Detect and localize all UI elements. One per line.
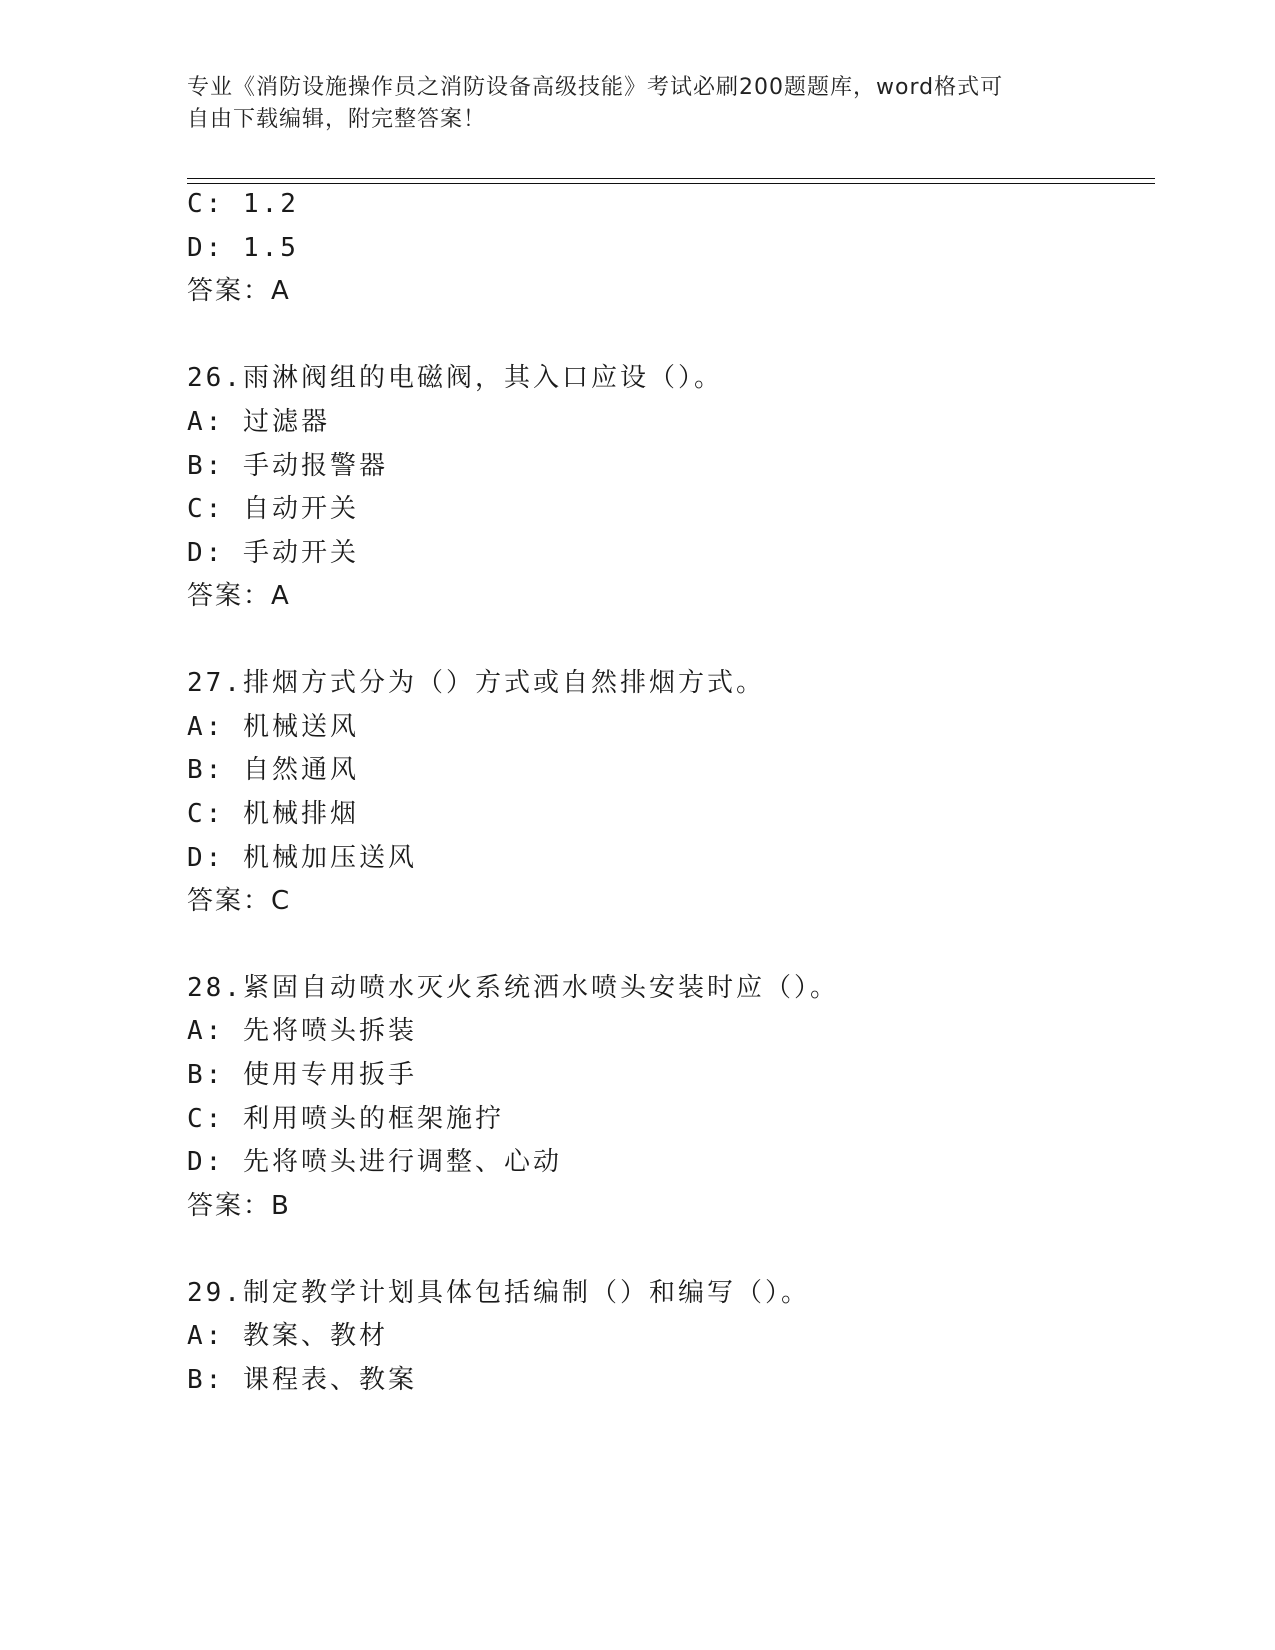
option-b: B: 手动报警器 <box>187 451 388 481</box>
option-a: A: 先将喷头拆装 <box>187 1016 417 1046</box>
option-b: B: 自然通风 <box>187 755 359 785</box>
header-divider-top <box>187 178 1155 179</box>
option-c: C: 机械排烟 <box>187 799 359 829</box>
option-c: C: 利用喷头的框架施拧 <box>187 1104 504 1134</box>
question-stem: 29.制定教学计划具体包括编制（）和编写（）。 <box>187 1278 810 1308</box>
option-a: A: 教案、教材 <box>187 1321 388 1351</box>
option-a: A: 机械送风 <box>187 712 359 742</box>
header-divider-bottom <box>187 183 1155 184</box>
answer-text: 答案：A <box>187 276 291 306</box>
option-d: D: 手动开关 <box>187 538 359 568</box>
answer-text: 答案：B <box>187 1191 291 1221</box>
question-stem: 26.雨淋阀组的电磁阀，其入口应设（）。 <box>187 363 723 393</box>
header-line-2: 自由下载编辑，附完整答案！ <box>187 107 487 132</box>
option-d: D: 1.5 <box>187 233 299 263</box>
option-c: C: 1.2 <box>187 189 299 219</box>
option-a: A: 过滤器 <box>187 407 330 437</box>
answer-text: 答案：A <box>187 581 291 611</box>
option-d: D: 先将喷头进行调整、心动 <box>187 1147 562 1177</box>
header-line-1: 专业《消防设施操作员之消防设备高级技能》考试必刷200题题库，word格式可 <box>187 75 1004 100</box>
option-d: D: 机械加压送风 <box>187 843 417 873</box>
option-c: C: 自动开关 <box>187 494 359 524</box>
question-stem: 28.紧固自动喷水灭火系统洒水喷头安装时应（）。 <box>187 973 839 1003</box>
answer-text: 答案：C <box>187 886 292 916</box>
document-header <box>187 72 1087 136</box>
option-b: B: 课程表、教案 <box>187 1365 417 1395</box>
question-stem: 27.排烟方式分为（）方式或自然排烟方式。 <box>187 668 765 698</box>
option-b: B: 使用专用扳手 <box>187 1060 417 1090</box>
